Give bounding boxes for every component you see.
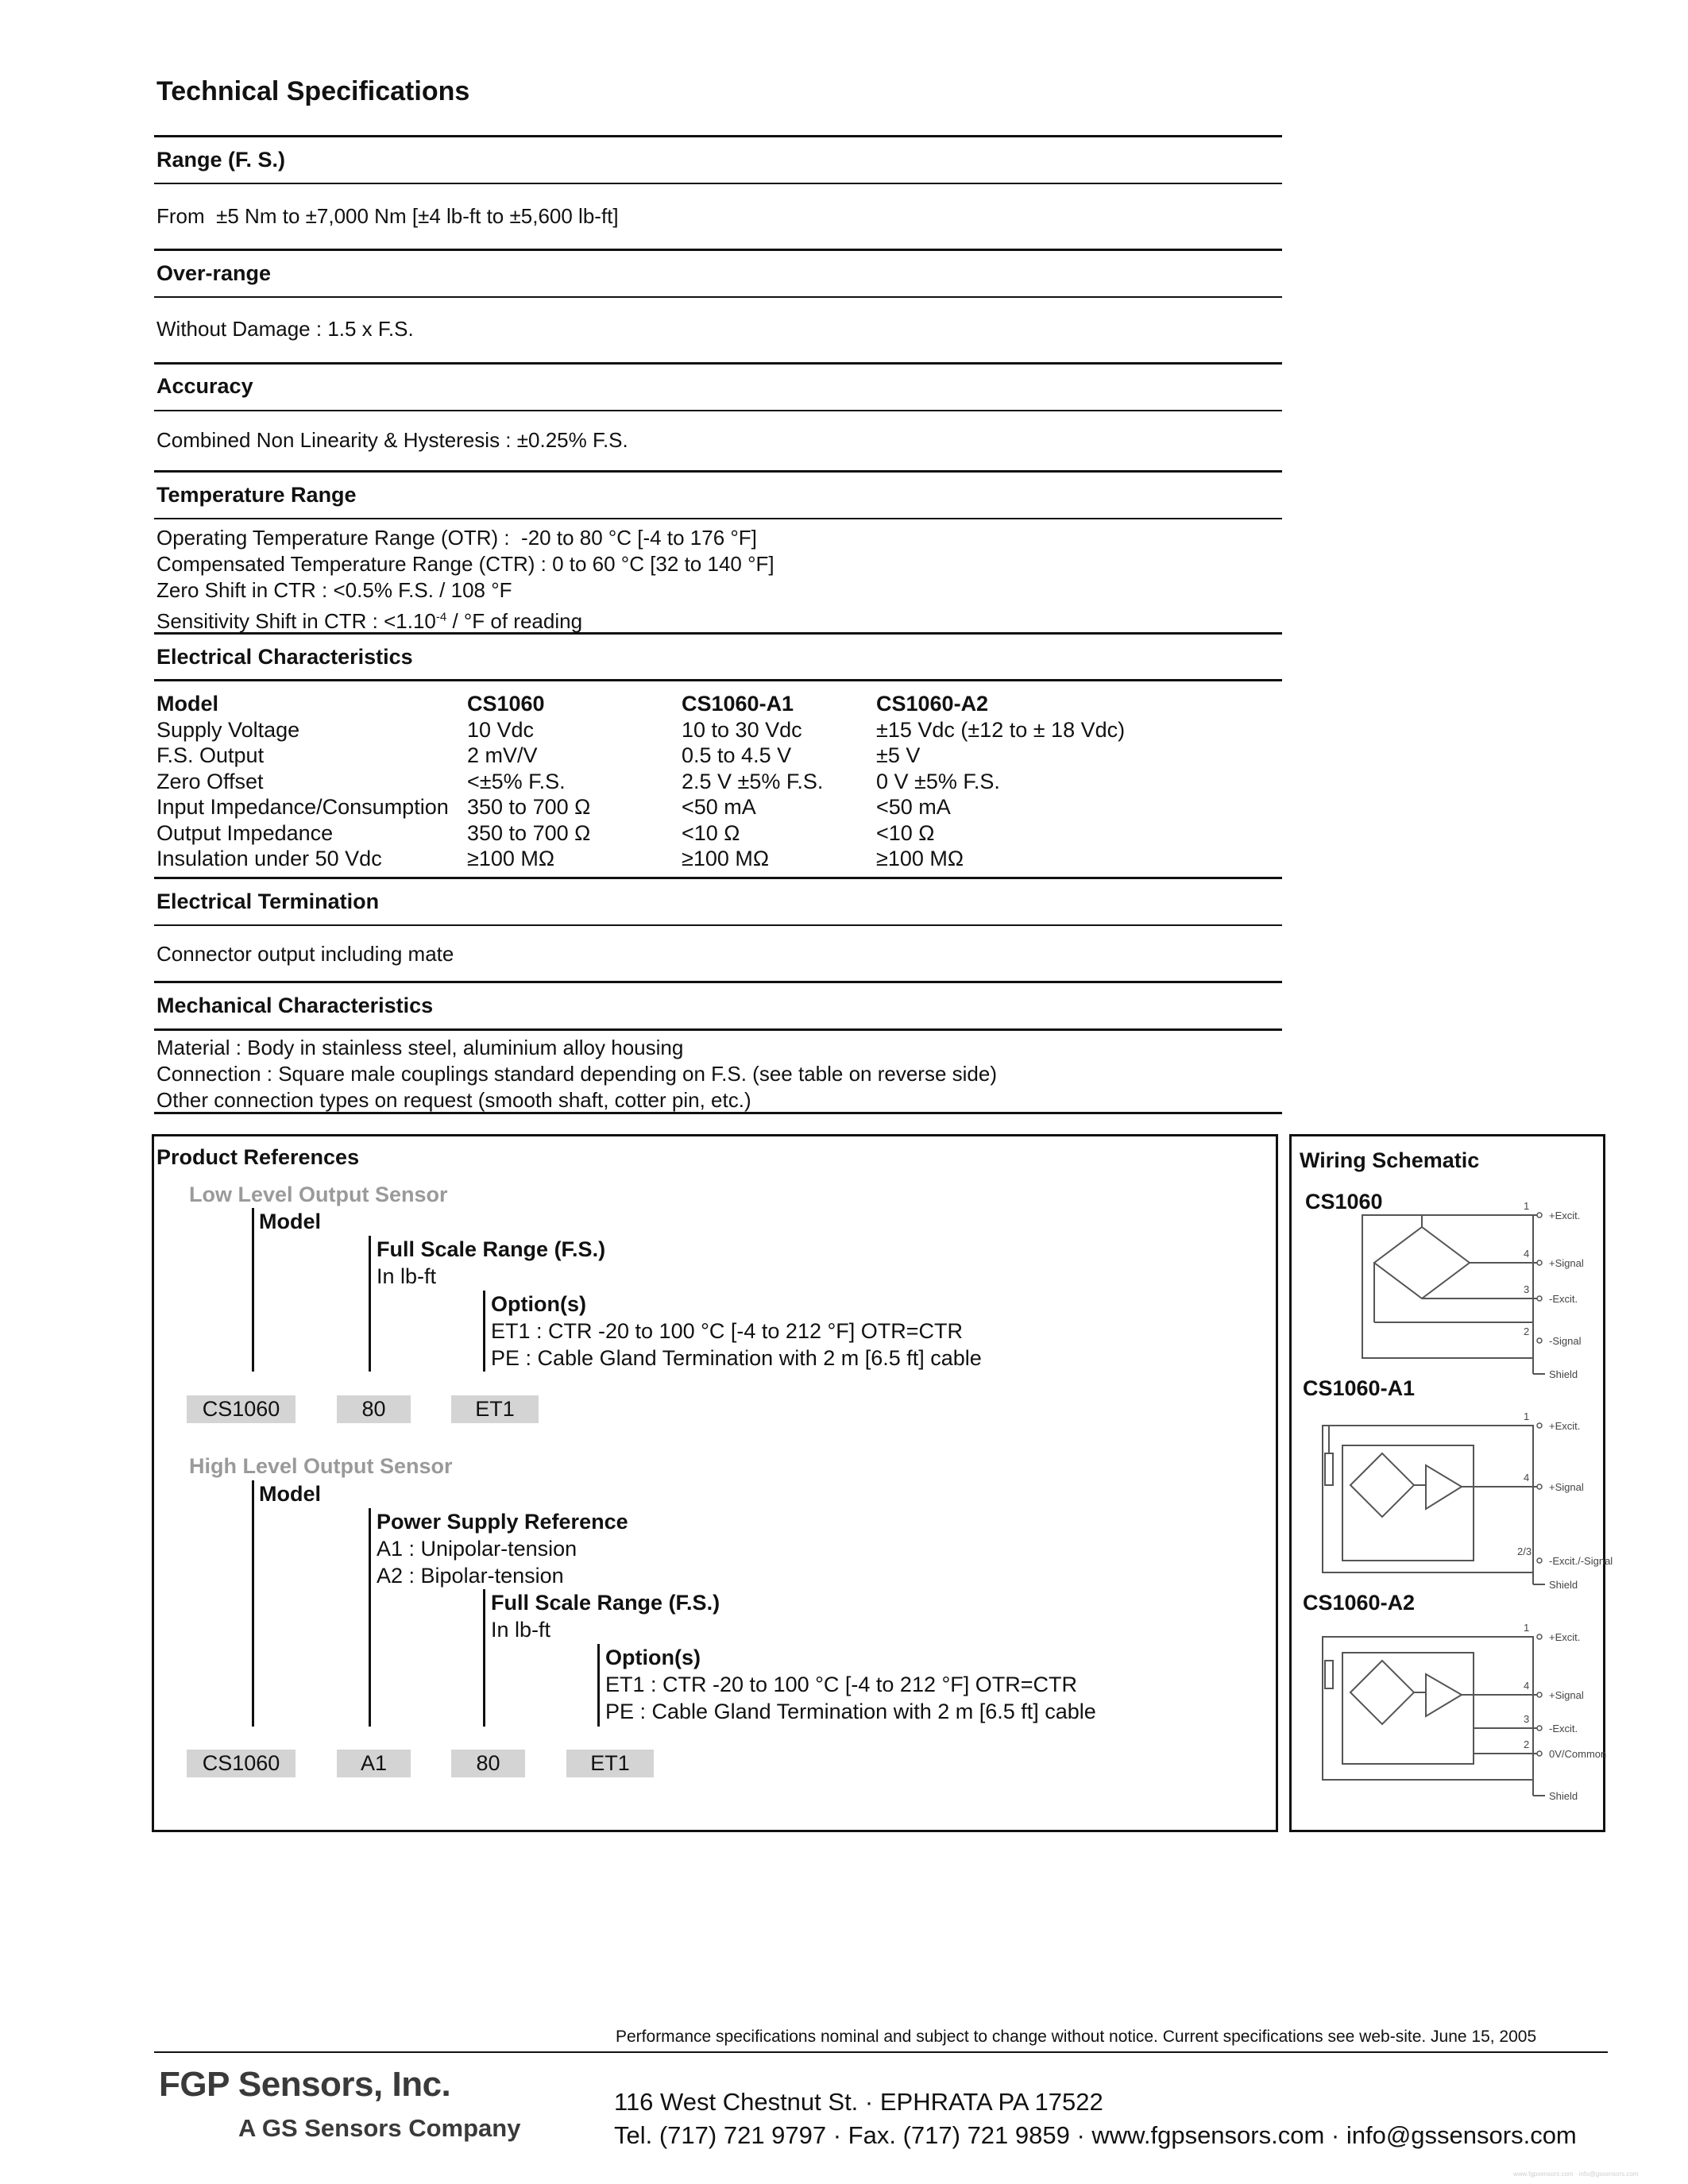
elec-header: CS1060-A1 [682,692,794,716]
high-psr-label: Power Supply Reference [377,1510,628,1534]
wheatstone-bridge [1374,1227,1470,1298]
divider [154,981,1282,983]
signal-label: +Signal [1549,1481,1584,1493]
high-fsr-label: Full Scale Range (F.S.) [491,1591,720,1615]
signal-label: 0V/Common [1549,1748,1607,1760]
elec-cell: 2.5 V ±5% F.S. [682,769,824,793]
elec-cell: 10 to 30 Vdc [682,717,802,742]
elec-cell: ±5 V [876,743,921,767]
divider [154,470,1282,473]
low-code-option: ET1 [451,1395,539,1423]
signal-label: +Excit. [1549,1210,1581,1221]
temperature-heading: Temperature Range [156,483,357,507]
elec-cell: ≥100 MΩ [876,847,964,870]
pin-label: 1 [1524,1410,1530,1422]
pin-label: 4 [1524,1680,1530,1692]
wiring-cs1060-label: CS1060 [1305,1190,1383,1214]
high-options-label: Option(s) [605,1646,701,1669]
tree-line [483,1291,485,1372]
low-fsr-label: Full Scale Range (F.S.) [377,1237,606,1261]
elec-header: Model [156,692,218,716]
elec-cell: Input Impedance/Consumption [156,795,449,819]
low-level-title: Low Level Output Sensor [189,1183,448,1206]
accuracy-text: Combined Non Linearity & Hysteresis : ±0.25% F.S. [156,428,628,452]
termination-text: Connector output including mate [156,942,454,966]
high-psr-a1: A1 : Unipolar-tension [377,1537,577,1561]
signal-label: +Signal [1549,1257,1584,1269]
divider [154,362,1282,365]
electrical-col-labels [156,691,449,872]
low-options-label: Option(s) [491,1292,586,1316]
pin-label: 3 [1524,1713,1530,1725]
low-option-pe: PE : Cable Gland Termination with 2 m [6.5 ft] cable [491,1346,982,1370]
high-option-pe: PE : Cable Gland Termination with 2 m [6.5 ft] cable [605,1700,1096,1723]
company-tagline: A GS Sensors Company [238,2114,521,2142]
wheatstone-bridge [1350,1661,1414,1724]
elec-cell: <±5% F.S. [467,769,566,793]
divider [154,518,1282,519]
divider [154,679,1282,681]
elec-cell: Supply Voltage [156,717,300,742]
shield-frame [1323,1637,1533,1780]
elec-cell: 350 to 700 Ω [467,820,591,845]
address-line: 116 West Chestnut St. · EPHRATA PA 17522 [614,2088,1103,2116]
divider [154,296,1282,298]
high-model-label: Model [259,1482,321,1506]
temperature-sensitivity-shift [156,609,582,633]
temperature-zero-shift: Zero Shift in CTR : <0.5% F.S. / 108 °F [156,578,512,602]
signal-label: +Excit. [1549,1420,1581,1432]
regulator [1325,1661,1333,1688]
overrange-text: Without Damage : 1.5 x F.S. [156,317,414,341]
electrical-col-cs1060 [467,691,590,872]
divider [154,924,1282,926]
termination-heading: Electrical Termination [156,889,380,913]
amplifier [1426,1465,1462,1509]
wheatstone-bridge [1350,1453,1414,1517]
page-title: Technical Specifications [156,76,470,106]
signal-label: Shield [1549,1368,1578,1380]
divider [154,410,1282,411]
divider [154,632,1282,635]
high-psr-a2: A2 : Bipolar-tension [377,1564,564,1588]
mechanical-other: Other connection types on request (smooth shaft, cotter pin, etc.) [156,1088,751,1112]
tree-line [252,1480,254,1727]
low-option-et1: ET1 : CTR -20 to 100 °C [-4 to 212 °F] OTR=CTR [491,1319,964,1343]
product-references-heading: Product References [156,1145,360,1169]
mechanical-material: Material : Body in stainless steel, aluminium alloy housing [156,1036,684,1059]
high-code-psr: A1 [337,1750,411,1777]
elec-cell: 0.5 to 4.5 V [682,743,792,767]
footer-tiny-text: www.fgpsensors.com · info@gssensors.com [1513,2170,1639,2178]
divider [154,135,1282,137]
signal-label: +Signal [1549,1689,1584,1701]
shield-frame [1323,1426,1533,1572]
wiring-diagram-cs1060 [1295,1195,1601,1382]
high-option-et1: ET1 : CTR -20 to 100 °C [-4 to 212 °F] OTR=CTR [605,1673,1078,1696]
tree-line [483,1589,485,1727]
signal-label: +Excit. [1549,1631,1581,1643]
amplifier [1426,1674,1462,1716]
divider [154,1028,1282,1031]
signal-label: Shield [1549,1790,1578,1802]
wiring-diagram-a2 [1295,1617,1607,1804]
tree-line [252,1208,254,1372]
company-logo: FGP Sensors, Inc. [159,2065,451,2104]
low-code-fsr: 80 [337,1395,411,1423]
inner-frame [1342,1653,1474,1764]
low-model-label: Model [259,1210,321,1233]
elec-cell: Zero Offset [156,769,264,793]
temperature-ctr: Compensated Temperature Range (CTR) : 0 to 60 °C [32 to 140 °F] [156,552,774,576]
signal-label: -Excit. [1549,1293,1578,1305]
signal-label: -Excit. [1549,1723,1578,1734]
high-fsr-unit: In lb-ft [491,1618,551,1642]
elec-cell: <10 Ω [682,820,740,845]
inner-frame [1342,1445,1474,1561]
range-text: From ±5 Nm to ±7,000 Nm [±4 lb-ft to ±5,600 lb-ft] [156,204,619,228]
tree-line [369,1508,371,1727]
pin-label: 1 [1524,1200,1530,1212]
low-fsr-unit: In lb-ft [377,1264,437,1288]
pin-label: 2 [1524,1738,1530,1750]
pin-label: 3 [1524,1283,1530,1295]
pin-label: 2 [1524,1325,1530,1337]
pin-label: 4 [1524,1472,1530,1484]
elec-header: CS1060 [467,692,545,716]
electrical-col-a2 [876,691,1125,872]
mechanical-lines [156,1035,997,1113]
wiring-a1-label: CS1060-A1 [1303,1376,1416,1400]
high-code-option: ET1 [566,1750,654,1777]
mechanical-connection: Connection : Square male couplings standard depending on F.S. (see table on reverse side) [156,1062,997,1086]
temperature-lines [156,525,774,635]
elec-cell: ≥100 MΩ [682,847,770,870]
wiring-diagram-a1 [1295,1406,1613,1592]
temperature-sensitivity-pre: Sensitivity Shift in CTR : <1.10 [156,608,436,633]
divider [154,249,1282,251]
tree-line [369,1236,371,1372]
pin-label: 1 [1524,1622,1530,1634]
elec-cell: F.S. Output [156,743,265,767]
electrical-heading: Electrical Characteristics [156,645,413,669]
pin-label: 2/3 [1517,1545,1532,1557]
contact-line: Tel. (717) 721 9797 · Fax. (717) 721 9859 · www.fgpsensors.com · info@gssensors.com [614,2121,1577,2149]
elec-header: CS1060-A2 [876,692,989,716]
temperature-otr: Operating Temperature Range (OTR) : -20 to 80 °C [-4 to 176 °F] [156,526,757,550]
range-heading: Range (F. S.) [156,148,286,172]
accuracy-heading: Accuracy [156,374,253,398]
elec-cell: 2 mV/V [467,743,538,767]
elec-cell: <50 mA [876,795,951,819]
signal-label: Shield [1549,1579,1578,1591]
elec-cell: <50 mA [682,795,756,819]
elec-cell: 0 V ±5% F.S. [876,769,1000,793]
high-code-fsr: 80 [451,1750,525,1777]
temperature-sensitivity-exp: -4 [435,610,447,623]
high-level-title: High Level Output Sensor [189,1454,453,1478]
footer-divider [154,2051,1608,2053]
divider [154,183,1282,184]
elec-cell: <10 Ω [876,820,935,845]
electrical-col-a1 [682,691,823,872]
footer-address [614,2086,1577,2152]
elec-cell: Output Impedance [156,820,334,845]
wiring-heading: Wiring Schematic [1300,1148,1480,1172]
elec-cell: Insulation under 50 Vdc [156,847,382,870]
elec-cell: 10 Vdc [467,717,535,742]
signal-label: -Excit./-Signal [1549,1555,1613,1567]
signal-label: -Signal [1549,1335,1582,1347]
temperature-sensitivity-post: / °F of reading [446,608,583,633]
overrange-heading: Over-range [156,261,272,285]
mechanical-heading: Mechanical Characteristics [156,994,434,1017]
pin-label: 4 [1524,1248,1530,1260]
high-code-model: CS1060 [187,1750,295,1777]
elec-cell: ±15 Vdc (±12 to ± 18 Vdc) [876,717,1126,742]
shield-frame [1362,1215,1533,1358]
divider [154,1112,1282,1114]
regulator [1325,1453,1333,1485]
divider [154,877,1282,879]
elec-cell: 350 to 700 Ω [467,795,591,819]
tree-line [597,1644,600,1727]
footer-disclaimer: Performance specifications nominal and subject to change without notice. Current specifications see web-site. June 15, 2005 [616,2028,1537,2046]
wiring-a2-label: CS1060-A2 [1303,1591,1416,1615]
low-code-model: CS1060 [187,1395,295,1423]
elec-cell: ≥100 MΩ [467,847,555,870]
